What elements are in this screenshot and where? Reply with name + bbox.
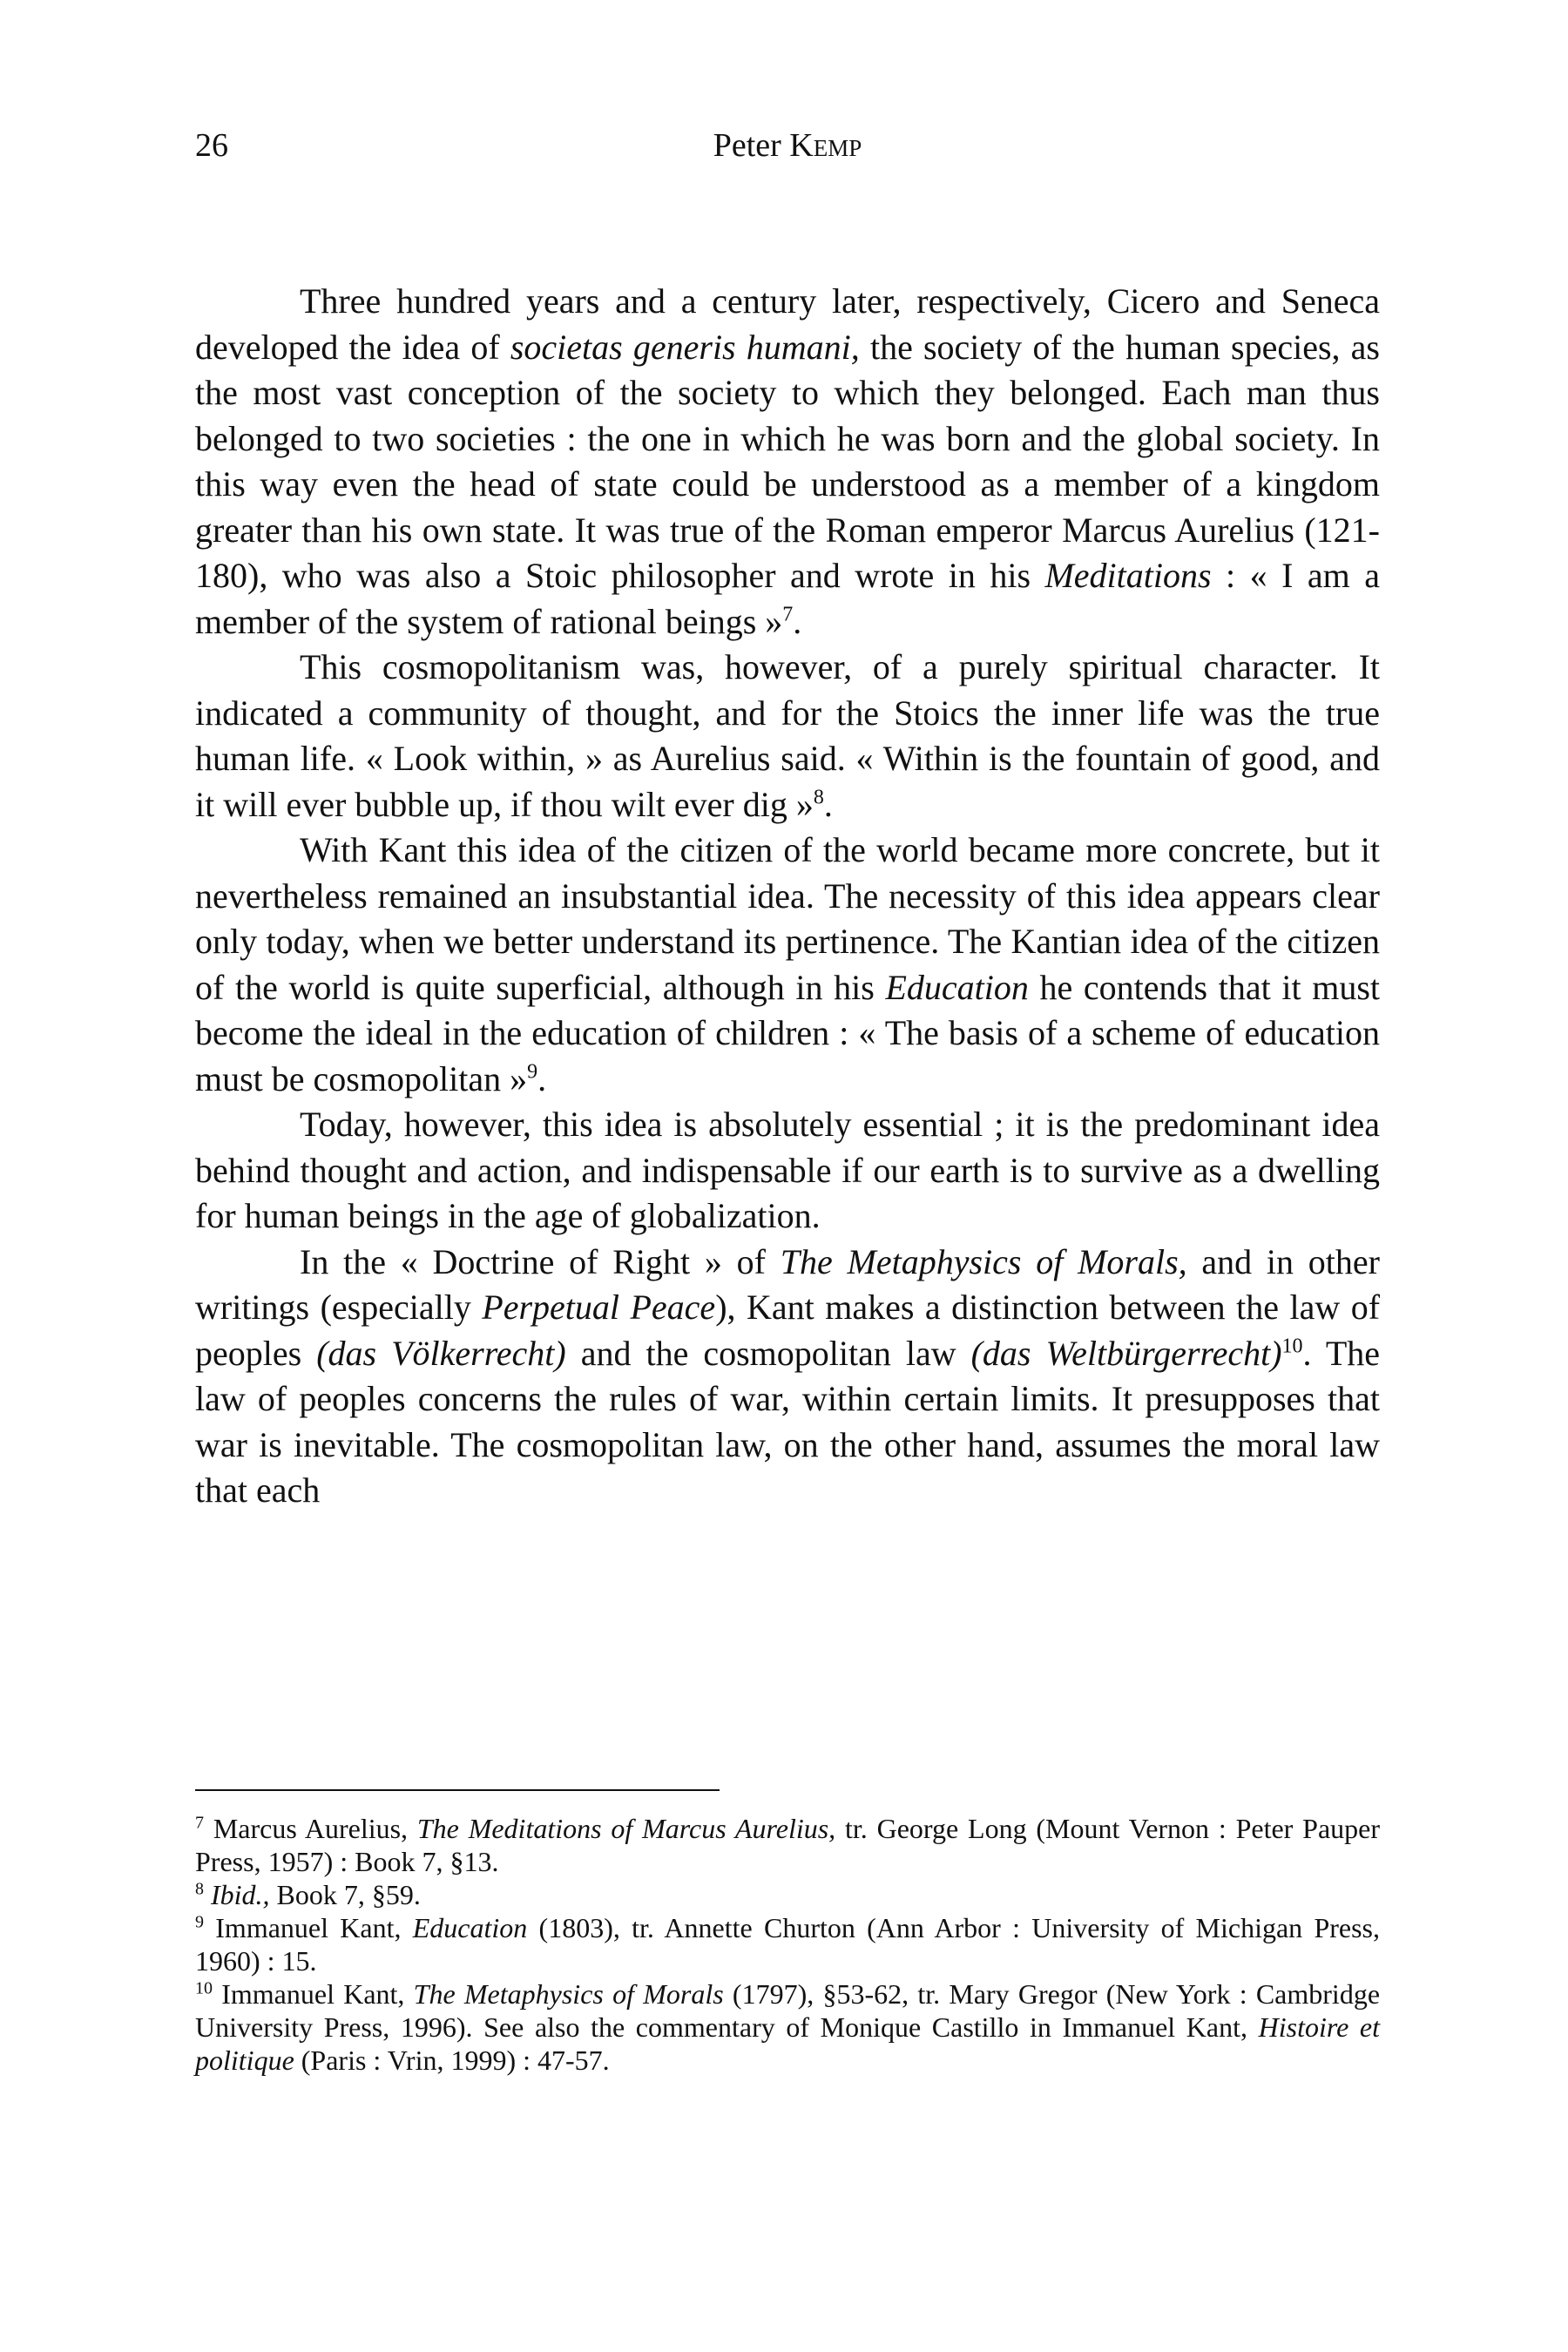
author-first-name: Peter — [713, 127, 790, 164]
text-run: . The law of peoples concerns the rules of war, within certain limits. It presupposes that war is inevitable. The cosmopolitan law, on the other hand, assumes the moral law that each — [195, 1333, 1381, 1510]
text-run: tr. George Long (Mount Vernon : Peter Pauper Press, 1957) : Book 7, §13. — [195, 1813, 1381, 1877]
text-run: With Kant this idea of the citizen of the world became more concrete, but it nevertheless remained an insubstantial idea. The necessity of this idea appears clear only today, when we better understand its pertinence. The Kantian idea of the citizen of the world is quite superficial, although in his — [195, 830, 1380, 1007]
footnote-10 — [195, 1977, 1380, 2077]
text-run: Immanuel Kant, — [213, 1978, 414, 2010]
paragraph-4 — [195, 1102, 1380, 1240]
italic-term: (das Weltbürgerrecht) — [970, 1333, 1282, 1373]
footnote-9 — [195, 1911, 1380, 1977]
text-run: Today, however, this idea is absolutely essential ; it is the predominant idea behind thought and action, and indispensable if our earth is to survive as a dwelling for human beings in the age of globalization. — [195, 1105, 1380, 1235]
text-run: and the cosmopolitan law — [565, 1333, 971, 1373]
footnote-number: 10 — [195, 1978, 213, 1998]
text-run: the society of the human species, as the most vast conception of the society to which they belonged. Each man thus belonged to two societies : the one in which he was born and the global society. In this way even the head of state could be understood as a member of a kingdom greater than his own state. It was true of the Roman emperor Marcus Aurelius (121-180), who was also a Stoic philosopher and wrote in his — [195, 327, 1380, 595]
text-run: Three hundred years and a century later, respectively, Cicero and Seneca developed the idea of — [195, 281, 1380, 367]
italic-title: Histoire et politique — [195, 2011, 1381, 2076]
italic-term: (das Völkerrecht) — [316, 1333, 566, 1373]
paragraph-5 — [195, 1240, 1380, 1514]
italic-title: Education — [885, 967, 1029, 1007]
italic-title: Perpetual Peace — [482, 1288, 716, 1327]
page-number: 26 — [195, 127, 228, 164]
text-run: . — [537, 1058, 547, 1098]
text-run: . — [823, 784, 833, 824]
footnote-ref: 8 — [813, 786, 824, 809]
text-run: : « I am a member of the system of rational beings » — [195, 556, 1380, 641]
page-header — [195, 124, 1380, 167]
footnote-7 — [195, 1812, 1380, 1878]
footnote-ref: 9 — [527, 1060, 538, 1084]
paragraph-3 — [195, 828, 1380, 1102]
italic-title: Meditations — [1044, 556, 1212, 595]
author-last-name: Kemp — [789, 127, 862, 164]
text-run: Marcus Aurelius, — [204, 1813, 417, 1844]
text-run: (1803), tr. Annette Churton (Ann Arbor : University of Michigan Press, 1960) : 15. — [195, 1912, 1381, 1977]
footnote-8 — [195, 1878, 1380, 1911]
text-run: Immanuel Kant, — [204, 1912, 413, 1943]
running-head — [195, 124, 1380, 167]
italic-term: Ibid., — [204, 1879, 270, 1910]
text-run: ), Kant makes a distinction between the law of peoples — [195, 1288, 1381, 1373]
text-run: he contends that it must become the ideal in the education of children : « The basis of a scheme of education must be cosmopolitan » — [195, 967, 1381, 1098]
footnote-ref: 10 — [1281, 1335, 1303, 1358]
footnotes — [195, 1812, 1380, 2077]
text-run: This cosmopolitanism was, however, of a purely spiritual character. It indicated a community of thought, and for the Stoics the inner life was the true human life. « Look within, » as Aurelius said. « Within is the fountain of good, and it will ever bubble up, if thou wilt ever dig » — [195, 647, 1380, 824]
text-run: . — [793, 601, 802, 641]
italic-title: The Metaphysics of Morals — [413, 1978, 724, 2010]
italic-title: The Meditations of Marcus Aurelius, — [416, 1813, 836, 1844]
italic-title: Education — [412, 1912, 528, 1943]
footnote-number: 9 — [195, 1912, 204, 1932]
footnote-ref: 7 — [782, 603, 794, 626]
text-run: Book 7, §59. — [269, 1879, 421, 1910]
text-run: (1797), §53-62, tr. Mary Gregor (New York : Cambridge University Press, 1996). See also the commentary of Monique Castillo in Immanuel Kant, — [195, 1978, 1381, 2043]
paragraph-1 — [195, 279, 1380, 645]
text-run: In the « Doctrine of Right » of — [300, 1241, 781, 1281]
italic-term: societas generis humani, — [510, 327, 860, 367]
text-run: (Paris : Vrin, 1999) : 47-57. — [294, 2044, 610, 2076]
body-text — [195, 279, 1380, 1514]
text-run: and in other writings (especially — [195, 1241, 1380, 1327]
footnote-number: 7 — [195, 1813, 204, 1833]
paragraph-2 — [195, 645, 1380, 828]
footnote-number: 8 — [195, 1879, 204, 1899]
footnote-divider — [195, 1789, 720, 1791]
italic-title: The Metaphysics of Morals, — [780, 1241, 1187, 1281]
